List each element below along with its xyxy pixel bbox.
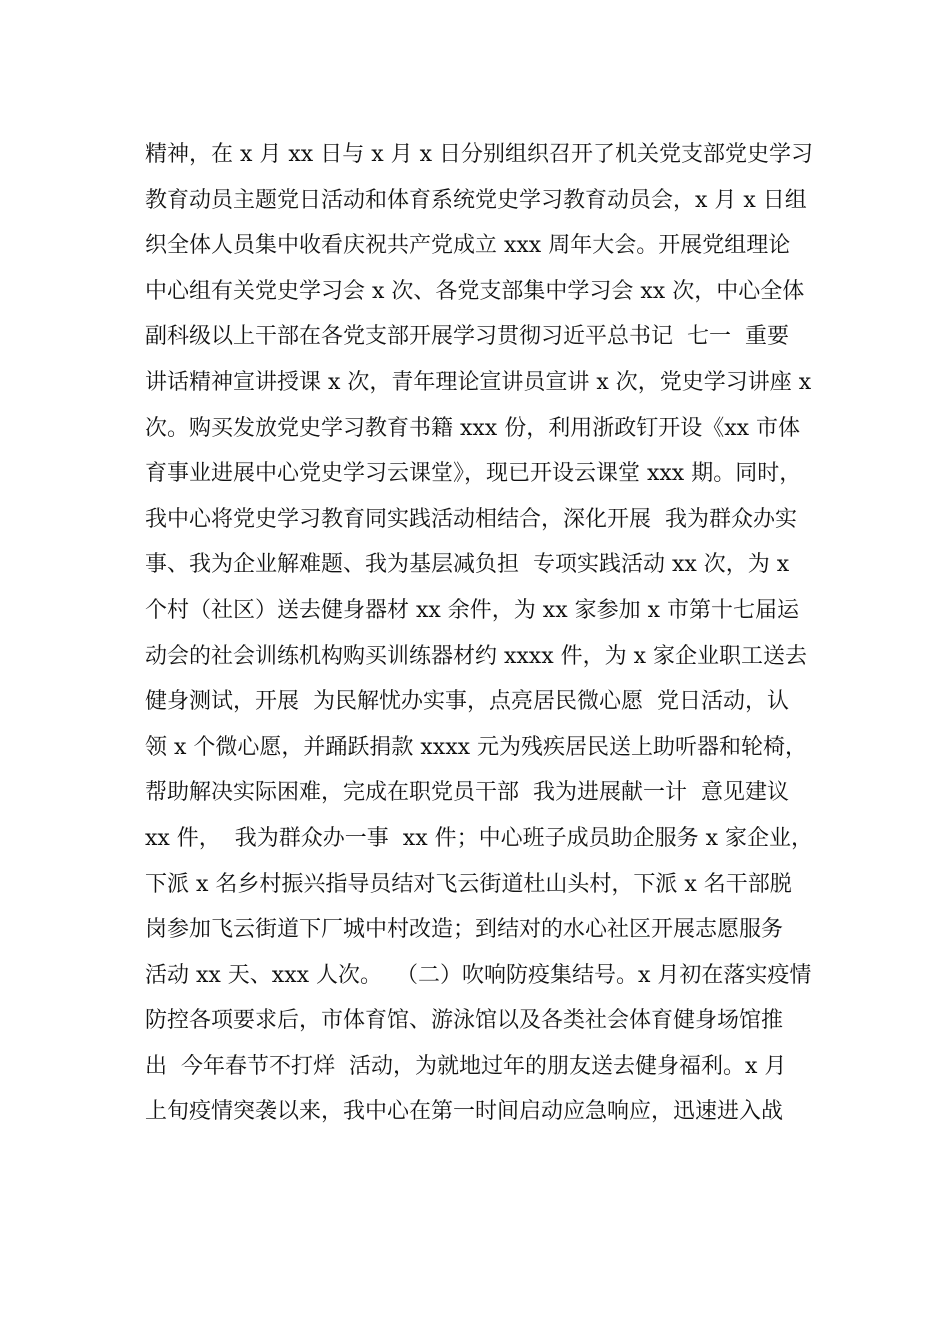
- text-line: xx 件， 我为群众办一事 xx 件；中心班子成员助企服务 x 家企业，: [145, 825, 813, 851]
- text-line: 个村（社区）送去健身器材 xx 余件，为 xx 家参加 x 市第十七届运: [145, 597, 799, 623]
- text-line: 精神，在 x 月 xx 日与 x 月 x 日分别组织召开了机关党支部党史学习: [145, 142, 813, 167]
- body-text: [145, 132, 835, 1135]
- text-line: 上旬疫情突袭以来，我中心在第一时间启动应急响应，迅速进入战: [145, 1099, 784, 1125]
- text-line: 出 今年春节不打烊 活动，为就地过年的朋友送去健身福利。x 月: [145, 1053, 787, 1079]
- text-line: 动会的社会训练机构购买训练器材约 xxxx 件，为 x 家企业职工送去: [145, 643, 808, 669]
- text-line: 织全体人员集中收看庆祝共产党成立 xxx 周年大会。开展党组理论: [145, 233, 791, 259]
- text-line: 讲话精神宣讲授课 x 次，青年理论宣讲员宣讲 x 次，党史学习讲座 x: [145, 369, 812, 395]
- text-line: 健身测试，开展 为民解忧办实事，点亮居民微心愿 党日活动，认: [145, 689, 789, 715]
- text-line: 次。购买发放党史学习教育书籍 xxx 份，利用浙政钉开设《xx 市体: [145, 415, 801, 441]
- text-line: 副科级以上干部在各党支部开展学习贯彻习近平总书记 七一 重要: [145, 324, 789, 350]
- text-line: 育事业进展中心党史学习云课堂》，现已开设云课堂 xxx 期。同时，: [145, 461, 802, 487]
- text-line: 岗参加飞云街道下厂城中村改造；到结对的水心社区开展志愿服务: [145, 917, 784, 943]
- text-line: 活动 xx 天、xxx 人次。 （二）吹响防疫集结号。x 月初在落实疫情: [145, 962, 812, 988]
- text-line: 我中心将党史学习教育同实践活动相结合，深化开展 我为群众办实: [145, 506, 797, 532]
- text-line: 帮助解决实际困难，完成在职党员干部 我为进展献一计 意见建议: [145, 780, 789, 806]
- text-line: 事、我为企业解难题、我为基层减负担 专项实践活动 xx 次，为 x: [145, 552, 790, 578]
- text-line: 教育动员主题党日活动和体育系统党史学习教育动员会，x 月 x 日组: [145, 187, 807, 213]
- text-line: 领 x 个微心愿，并踊跃捐款 xxxx 元为残疾居民送上助听器和轮椅，: [145, 734, 808, 760]
- text-line: 下派 x 名乡村振兴指导员结对飞云街道杜山头村，下派 x 名干部脱: [145, 871, 792, 897]
- text-line: 中心组有关党史学习会 x 次、各党支部集中学习会 xx 次，中心全体: [145, 278, 805, 304]
- text-line: 防控各项要求后，市体育馆、游泳馆以及各类社会体育健身场馆推: [145, 1008, 784, 1034]
